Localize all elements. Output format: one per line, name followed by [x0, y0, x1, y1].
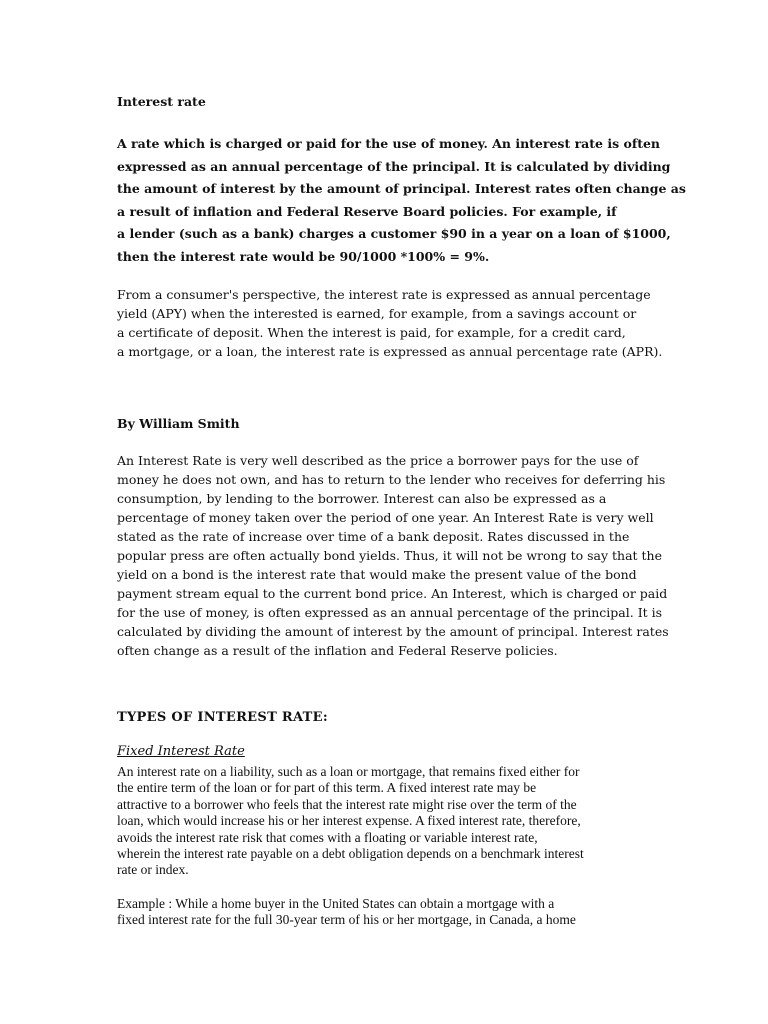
smith-line: often change as a result of the inflation and Federal Reserve policies. — [117, 643, 558, 658]
smith-line: stated as the rate of increase over time of a bank deposit. Rates discussed in the — [117, 529, 630, 544]
intro-line: a lender (such as a bank) charges a customer $90 in a year on a loan of $1000, — [117, 226, 671, 241]
fixed-line: avoids the interest rate risk that comes with a floating or variable interest rate, — [117, 829, 538, 845]
document-title: Interest rate — [117, 94, 206, 109]
smith-line: percentage of money taken over the period of one year. An Interest Rate is very well — [117, 510, 654, 525]
example-paragraph — [117, 896, 662, 929]
consumer-line: From a consumer's perspective, the interest rate is expressed as annual percentage — [117, 287, 651, 302]
fixed-line: attractive to a borrower who feels that the interest rate might rise over the term of the — [117, 796, 577, 812]
smith-line: money he does not own, and has to return to the lender who receives for deferring his — [117, 472, 666, 487]
smith-line: for the use of money, is often expressed as an annual percentage of the principal. It is — [117, 605, 663, 620]
example-line: fixed interest rate for the full 30-year term of his or her mortgage, in Canada, a home — [117, 912, 576, 928]
fixed-line: wherein the interest rate payable on a debt obligation depends on a benchmark interest — [117, 846, 584, 862]
intro-line: A rate which is charged or paid for the use of money. An interest rate is often — [117, 136, 661, 151]
smith-line: calculated by dividing the amount of interest by the amount of principal. Interest rates — [117, 624, 669, 639]
byline: By William Smith — [117, 416, 240, 431]
smith-line: consumption, by lending to the borrower. Interest can also be expressed as a — [117, 491, 607, 506]
example-line: Example : While a home buyer in the United States can obtain a mortgage with a — [117, 896, 555, 911]
intro-line: the amount of interest by the amount of principal. Interest rates often change as — [117, 181, 686, 196]
fixed-interest-subheading: Fixed Interest Rate — [117, 744, 245, 759]
smith-line: payment stream equal to the current bond price. An Interest, which is charged or paid — [117, 586, 668, 601]
intro-line: expressed as an annual percentage of the principal. It is calculated by dividing — [117, 158, 671, 174]
fixed-line: the entire term of the loan or for part of this term. A fixed interest rate may be — [117, 780, 537, 796]
fixed-line: loan, which would increase his or her interest expense. A fixed interest rate, therefore, — [117, 813, 581, 829]
fixed-line: An interest rate on a liability, such as a loan or mortgage, that remains fixed either for — [117, 764, 580, 779]
intro-paragraph — [117, 133, 686, 268]
intro-line: then the interest rate would be 90/1000 *100% = 9%. — [117, 248, 490, 264]
consumer-line: a mortgage, or a loan, the interest rate is expressed as annual percentage rate (APR). — [117, 344, 663, 359]
types-heading: TYPES OF INTEREST RATE: — [117, 710, 328, 725]
consumer-line: yield (APY) when the interested is earned, for example, from a savings account or — [117, 306, 637, 321]
smith-line: An Interest Rate is very well described as the price a borrower pays for the use of — [117, 453, 639, 468]
fixed-line: rate or index. — [117, 862, 189, 878]
smith-line: yield on a bond is the interest rate that would make the present value of the bond — [117, 567, 637, 582]
consumer-line: a certificate of deposit. When the interest is paid, for example, for a credit card, — [117, 325, 626, 340]
smith-line: popular press are often actually bond yields. Thus, it will not be wrong to say that the — [117, 548, 662, 563]
intro-line: a result of inflation and Federal Reserve Board policies. For example, if — [117, 203, 617, 219]
smith-paragraph — [117, 451, 669, 660]
consumer-paragraph — [117, 285, 662, 361]
fixed-paragraph — [117, 764, 662, 879]
